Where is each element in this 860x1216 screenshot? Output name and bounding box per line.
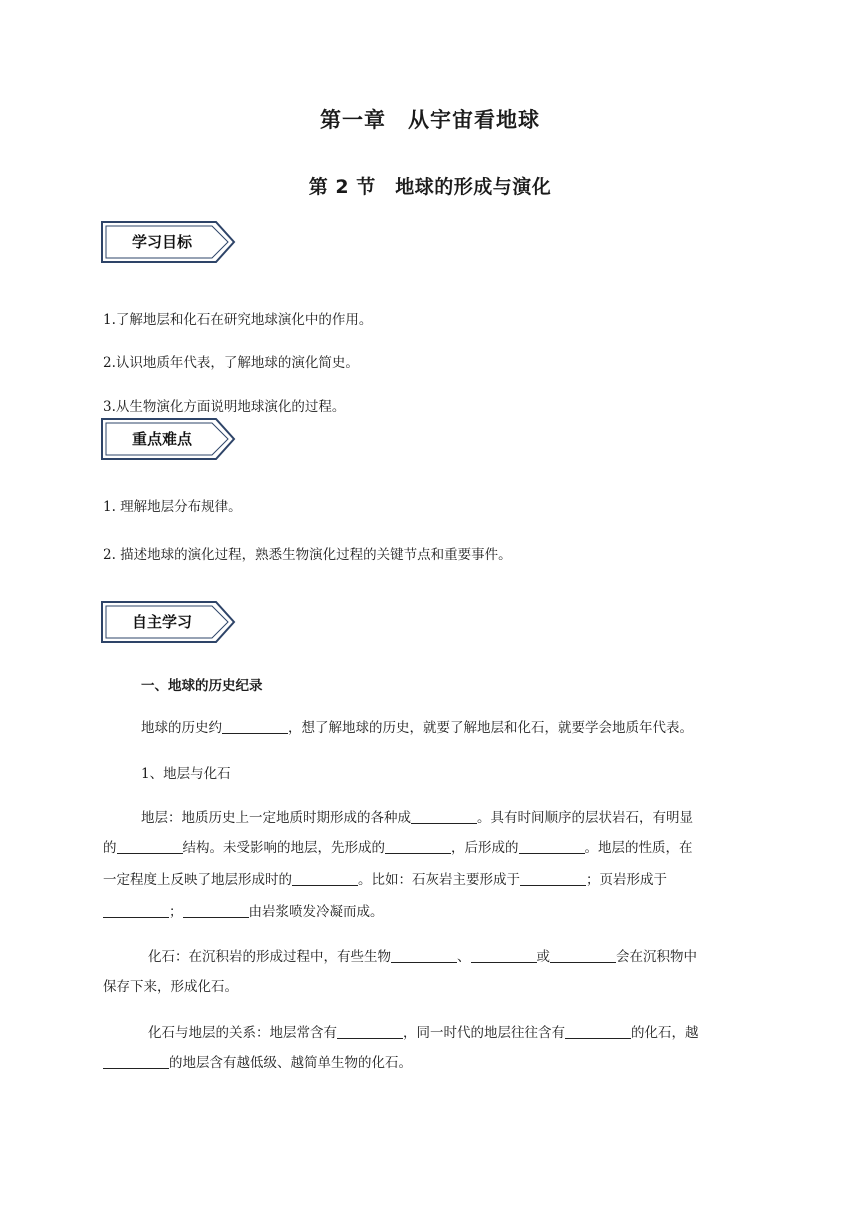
fill-blank <box>222 719 288 734</box>
tag-key-points <box>100 417 238 461</box>
tag-label: 学习目标 <box>131 233 192 251</box>
fill-blank <box>292 871 358 886</box>
strata-line-2: 的 结构。未受影响的地层，先形成的 ，后形成的 。地层的性质，在 <box>103 840 693 856</box>
key-point-2: 2. 描述地球的演化过程，熟悉生物演化过程的关键节点和重要事件。 <box>103 547 512 563</box>
fossil-line-1: 化石：在沉积岩的形成过程中，有些生物 、 或 会在沉积物中 <box>148 949 697 965</box>
fill-blank <box>391 948 457 963</box>
relation-line-2: 的地层含有越低级、越简单生物的化石。 <box>103 1053 412 1073</box>
fill-blank <box>565 1024 631 1039</box>
fill-blank <box>117 839 183 854</box>
key-point-1: 1. 理解地层分布规律。 <box>103 499 242 515</box>
tag-self-study <box>100 600 238 644</box>
tag-label: 重点难点 <box>131 430 192 448</box>
fill-blank <box>103 1054 169 1069</box>
goal-item-1: 1.了解地层和化石在研究地球演化中的作用。 <box>103 312 373 328</box>
goal-item-2: 2.认识地质年代表，了解地球的演化简史。 <box>103 355 359 371</box>
fill-blank <box>519 839 585 854</box>
fill-blank <box>471 948 537 963</box>
fossil-line-2: 保存下来，形成化石。 <box>103 979 238 995</box>
fill-blank <box>385 839 451 854</box>
intro-paragraph: 地球的历史约 ，想了解地球的历史，就要了解地层和化石，就要学会地质年代表。 <box>141 720 693 736</box>
tag-label: 自主学习 <box>131 613 192 631</box>
sub-heading: 1、地层与化石 <box>141 766 231 782</box>
fill-blank <box>183 903 249 918</box>
strata-line-4: ； 由岩浆喷发冷凝而成。 <box>103 902 384 922</box>
fill-blank <box>337 1024 403 1039</box>
fill-blank <box>411 809 477 824</box>
fill-blank <box>103 903 169 918</box>
fill-blank <box>550 948 616 963</box>
section-heading: 一、地球的历史纪录 <box>141 678 263 694</box>
fill-blank <box>520 871 586 886</box>
tag-learning-goals <box>100 220 238 264</box>
chapter-title: 第一章 从宇宙看地球 <box>320 108 540 132</box>
strata-line-1: 地层：地质历史上一定地质时期形成的各种成 。具有时间顺序的层状岩石，有明显 <box>141 810 693 826</box>
section-title: 第 2 节 地球的形成与演化 <box>308 176 552 198</box>
goal-item-3: 3.从生物演化方面说明地球演化的过程。 <box>103 399 346 415</box>
strata-line-3: 一定程度上反映了地层形成时的 。比如：石灰岩主要形成于 ；页岩形成于 <box>103 872 667 888</box>
relation-line-1: 化石与地层的关系：地层常含有 ，同一时代的地层往往含有 的化石，越 <box>148 1025 699 1041</box>
